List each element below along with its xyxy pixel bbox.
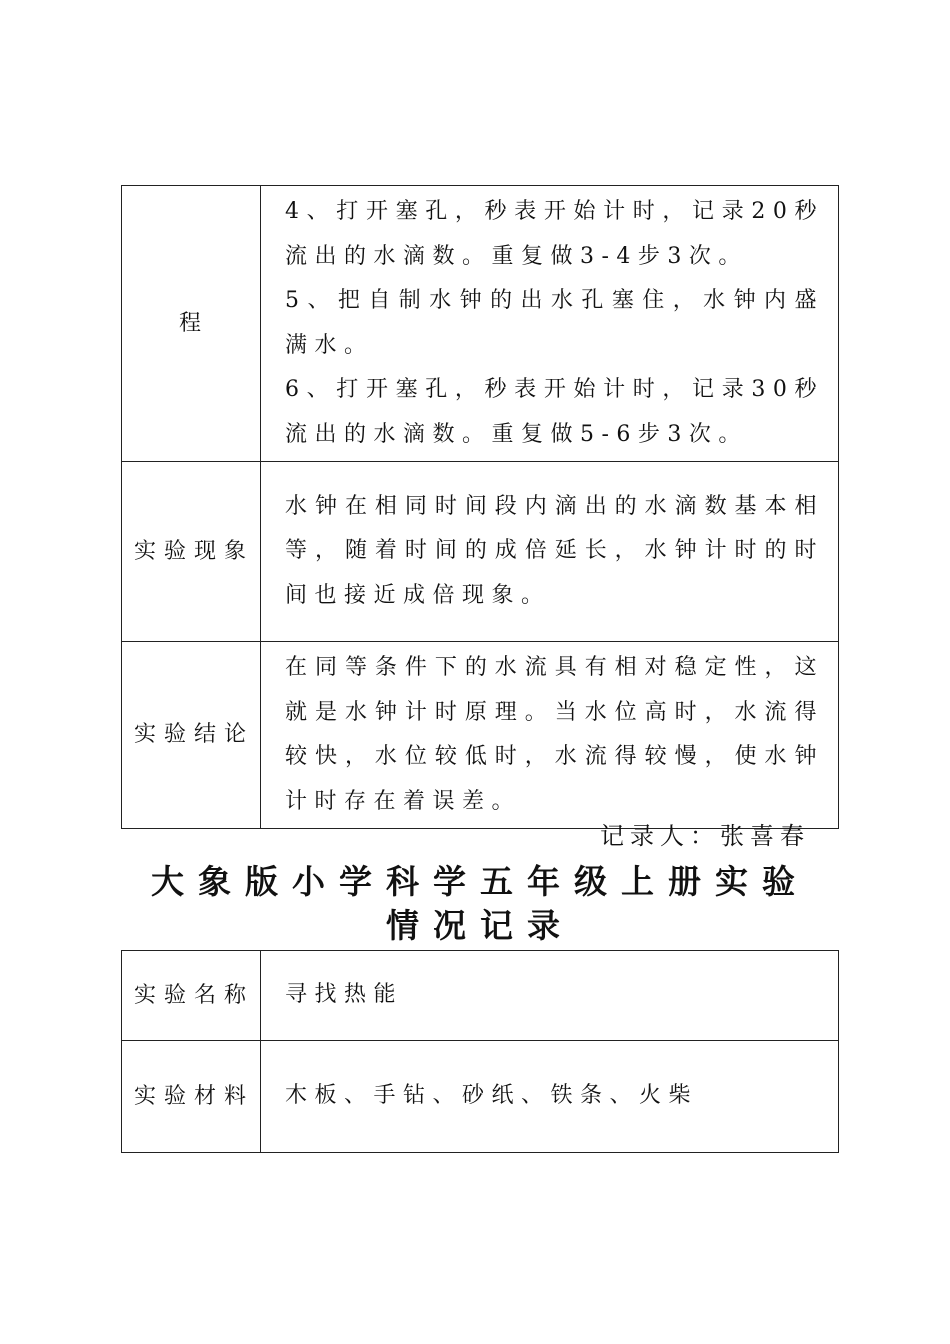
table-row	[122, 951, 839, 1041]
phenomenon-text: 水钟在相同时间段内滴出的水滴数基本相等，随着时间的成倍延长，水钟计时的时间也接近成倍现象。	[285, 493, 824, 608]
row-label-procedure: 程	[122, 186, 261, 462]
conclusion-content	[261, 642, 839, 829]
experiment-materials-value: 木板、手钻、砂纸、铁条、火柴	[261, 1041, 839, 1153]
phenomenon-content	[261, 462, 839, 642]
procedure-step-5: 5、把自制水钟的出水孔塞住，水钟内盛满水。	[285, 288, 824, 358]
table-row	[122, 642, 839, 829]
experiment-record-table-continued	[121, 185, 839, 829]
row-label-materials: 实验材料	[122, 1041, 261, 1153]
procedure-step-6: 6、打开塞孔，秒表开始计时，记录30秒流出的水滴数。重复做5-6步3次。	[285, 377, 824, 447]
procedure-step-4: 4、打开塞孔，秒表开始计时，记录20秒流出的水滴数。重复做3-4步3次。	[285, 199, 824, 269]
experiment-name-value: 寻找热能	[261, 951, 839, 1041]
title-line-2: 情况记录	[386, 906, 574, 945]
title-line-1: 大象版小学科学五年级上册实验	[151, 862, 809, 901]
table-row	[122, 186, 839, 462]
row-label-phenomenon: 实验现象	[122, 462, 261, 642]
table-row	[122, 1041, 839, 1153]
row-label-name: 实验名称	[122, 951, 261, 1041]
table-row	[122, 462, 839, 642]
procedure-content	[261, 186, 839, 462]
page-title	[121, 860, 839, 948]
row-label-conclusion: 实验结论	[122, 642, 261, 829]
recorder-signature: 记录人：张喜春	[600, 822, 810, 850]
experiment-record-table	[121, 950, 839, 1153]
conclusion-text: 在同等条件下的水流具有相对稳定性，这就是水钟计时原理。当水位高时，水流得较快，水位较低时，水流得较慢，使水钟计时存在着误差。	[285, 655, 824, 814]
